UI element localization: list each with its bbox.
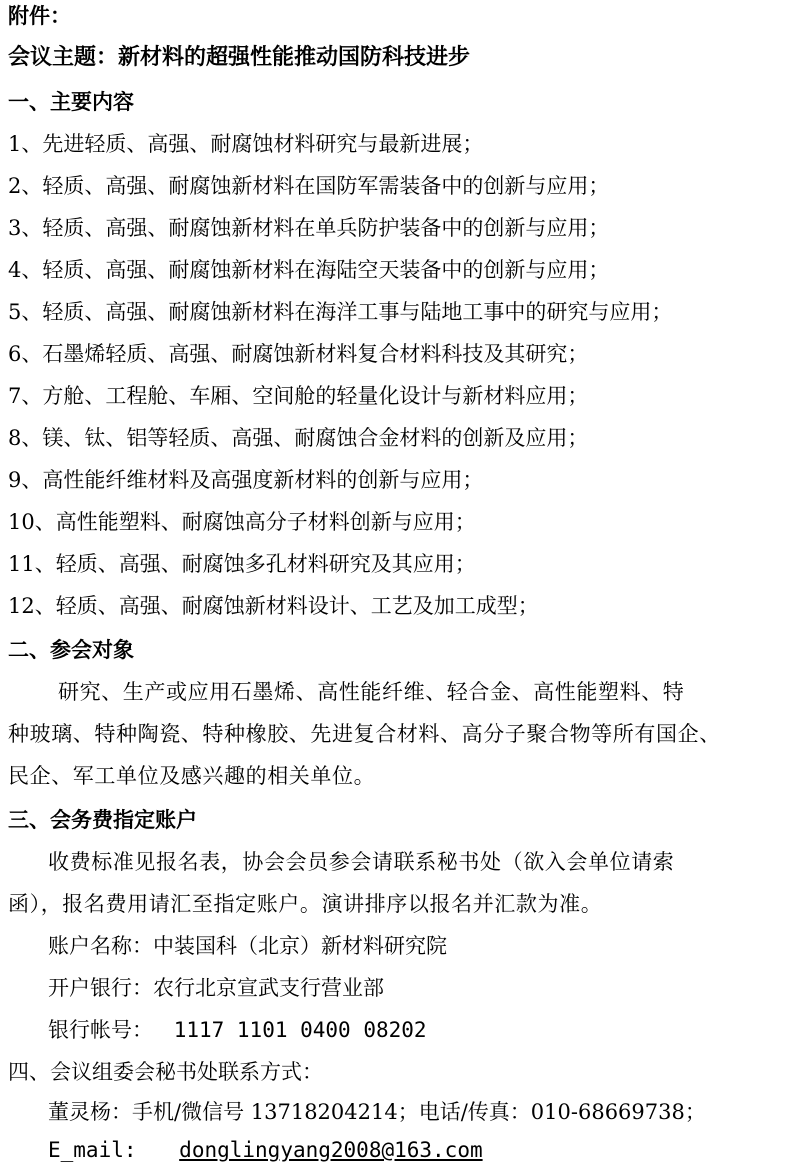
meeting-theme-title: 会议主题：新材料的超强性能推动国防科技进步 (8, 45, 471, 70)
section4-heading: 四、会议组委会秘书处联系方式： (8, 1060, 323, 1084)
section1-heading: 一、主要内容 (8, 90, 134, 114)
content-item-7: 7、方舱、工程舱、车厢、空间舱的轻量化设计与新材料应用； (8, 384, 589, 408)
section2-paragraph-line-3: 民企、军工单位及感兴趣的相关单位。 (8, 764, 376, 788)
account-number: 1117 1101 0400 08202 (173, 1018, 427, 1042)
content-item-9: 9、高性能纤维材料及高强度新材料的创新与应用； (8, 468, 484, 492)
email-label: E_mail: (48, 1138, 137, 1162)
section3-paragraph-line-1: 收费标准见报名表，协会会员参会请联系秘书处（欲入会单位请索 (48, 850, 675, 874)
section2-heading: 二、参会对象 (8, 638, 134, 662)
content-item-1: 1、先进轻质、高强、耐腐蚀材料研究与最新进展； (8, 132, 484, 156)
content-item-6: 6、石墨烯轻质、高强、耐腐蚀新材料复合材料科技及其研究； (8, 342, 589, 366)
content-item-10: 10、高性能塑料、耐腐蚀高分子材料创新与应用； (8, 510, 476, 534)
contact-info: 董灵杨：手机/微信号 13718204214；电话/传真：010-68669738； (48, 1100, 706, 1124)
account-name: 账户名称：中装国科（北京）新材料研究院 (48, 934, 447, 958)
bank-name: 开户银行：农行北京宣武支行营业部 (48, 976, 384, 1000)
section2-paragraph-line-2: 种玻璃、特种陶瓷、特种橡胶、先进复合材料、高分子聚合物等所有国企、 (8, 722, 721, 746)
account-number-row (48, 1018, 427, 1042)
section3-paragraph-line-2: 函），报名费用请汇至指定账户。演讲排序以报名并汇款为准。 (8, 892, 603, 916)
content-item-3: 3、轻质、高强、耐腐蚀新材料在单兵防护装备中的创新与应用； (8, 216, 610, 240)
content-item-5: 5、轻质、高强、耐腐蚀新材料在海洋工事与陆地工事中的研究与应用； (8, 300, 673, 324)
content-item-2: 2、轻质、高强、耐腐蚀新材料在国防军需装备中的创新与应用； (8, 174, 610, 198)
account-number-label: 银行帐号： (48, 1018, 153, 1042)
section2-paragraph-line-1: 研究、生产或应用石墨烯、高性能纤维、轻合金、高性能塑料、特 (58, 680, 685, 704)
content-item-4: 4、轻质、高强、耐腐蚀新材料在海陆空天装备中的创新与应用； (8, 258, 610, 282)
content-item-11: 11、轻质、高强、耐腐蚀多孔材料研究及其应用； (8, 552, 476, 576)
email-row (48, 1138, 483, 1162)
content-item-12: 12、轻质、高强、耐腐蚀新材料设计、工艺及加工成型； (8, 594, 539, 618)
content-item-8: 8、镁、钛、铝等轻质、高强、耐腐蚀合金材料的创新及应用； (8, 426, 589, 450)
section3-heading: 三、会务费指定账户 (8, 808, 197, 832)
email-link[interactable]: donglingyang2008@163.com (179, 1138, 483, 1162)
attachment-label: 附件： (8, 4, 71, 28)
